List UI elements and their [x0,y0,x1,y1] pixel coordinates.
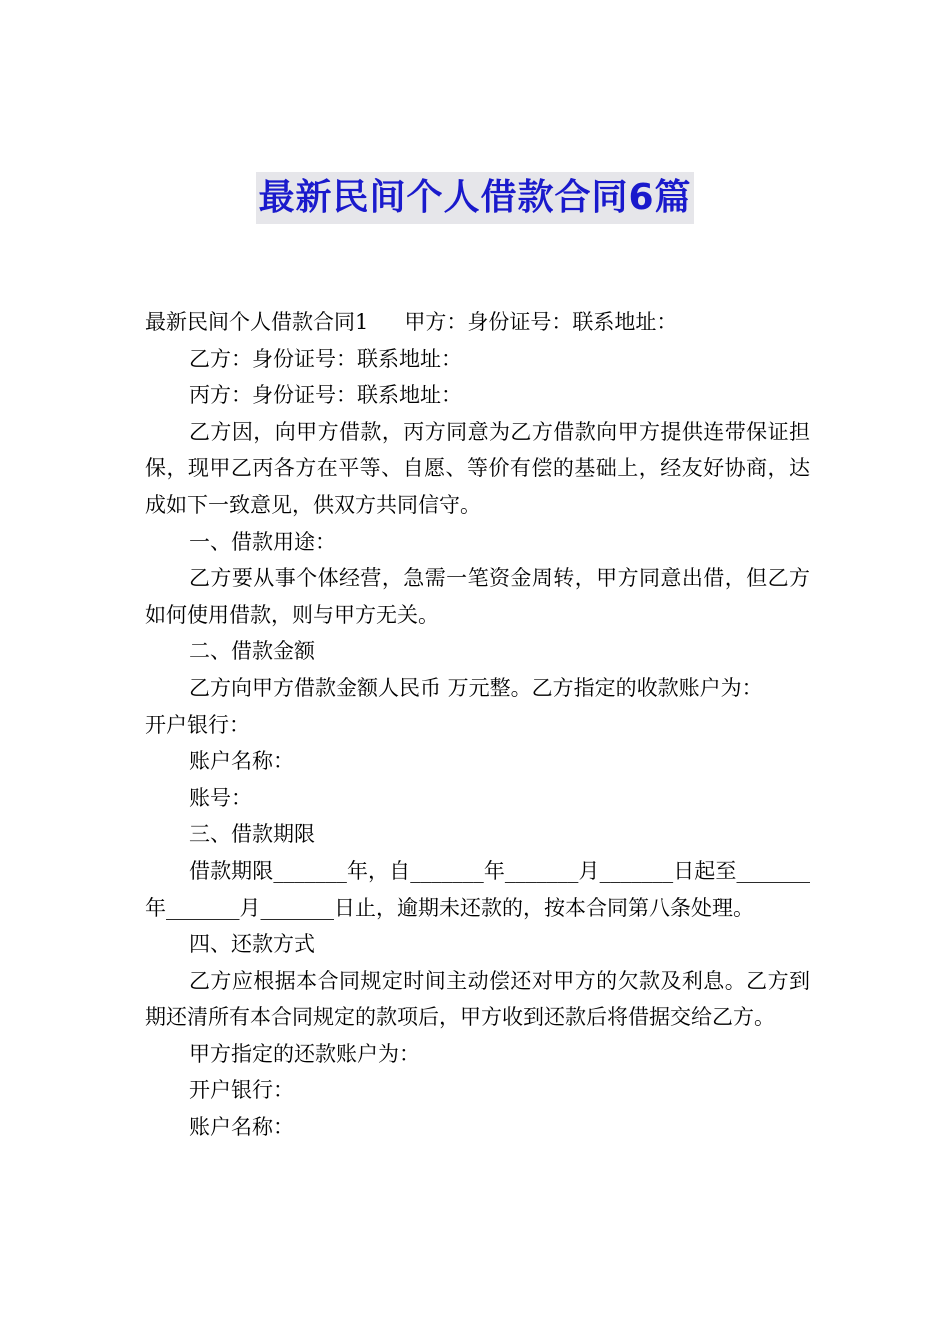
title-container [0,172,950,224]
section-3-text: 借款期限_______年，自_______年_______月_______日起至_______年_______月_______日止，逾期未还款的，按本合同第八条处理。 [145,858,810,920]
section-2-heading: 二、借款金额 [189,639,315,664]
receiving-account-name-line: 账户名称： [189,749,294,774]
receiving-bank-line: 开户银行： [145,712,250,737]
section-3-heading: 三、借款期限 [189,822,315,847]
section-1-heading: 一、借款用途： [189,529,336,554]
section-4-text: 乙方应根据本合同规定时间主动偿还对甲方的欠款及利息。乙方到期还清所有本合同规定的款项后，甲方收到还款后将借据交给乙方。 [145,968,810,1030]
repayment-account-name-line: 账户名称： [189,1115,294,1140]
section-4-heading: 四、还款方式 [189,932,315,957]
intro-line [145,304,810,341]
preamble-paragraph: 乙方因，向甲方借款，丙方同意为乙方借款向甲方提供连带保证担保，现甲乙丙各方在平等、自愿、等价有偿的基础上，经友好协商，达成如下一致意见，供双方共同信守。 [145,419,810,517]
repayment-account-line: 甲方指定的还款账户为： [189,1041,420,1066]
party-c-line: 丙方：身份证号：联系地址： [189,383,462,408]
document-title: 最新民间个人借款合同6篇 [256,172,693,224]
party-a-line: 甲方：身份证号：联系地址： [404,310,678,334]
document-body [145,304,810,1146]
section-1-text: 乙方要从事个体经营，急需一笔资金周转，甲方同意出借，但乙方如何使用借款，则与甲方无关。 [145,566,810,627]
receiving-account-number-line: 账号： [189,785,252,810]
contract-heading: 最新民间个人借款合同1 [145,310,369,334]
party-b-line: 乙方：身份证号：联系地址： [189,346,462,371]
section-2-text: 乙方向甲方借款金额人民币 万元整。乙方指定的收款账户为： [189,675,763,700]
repayment-bank-line: 开户银行： [189,1078,294,1103]
